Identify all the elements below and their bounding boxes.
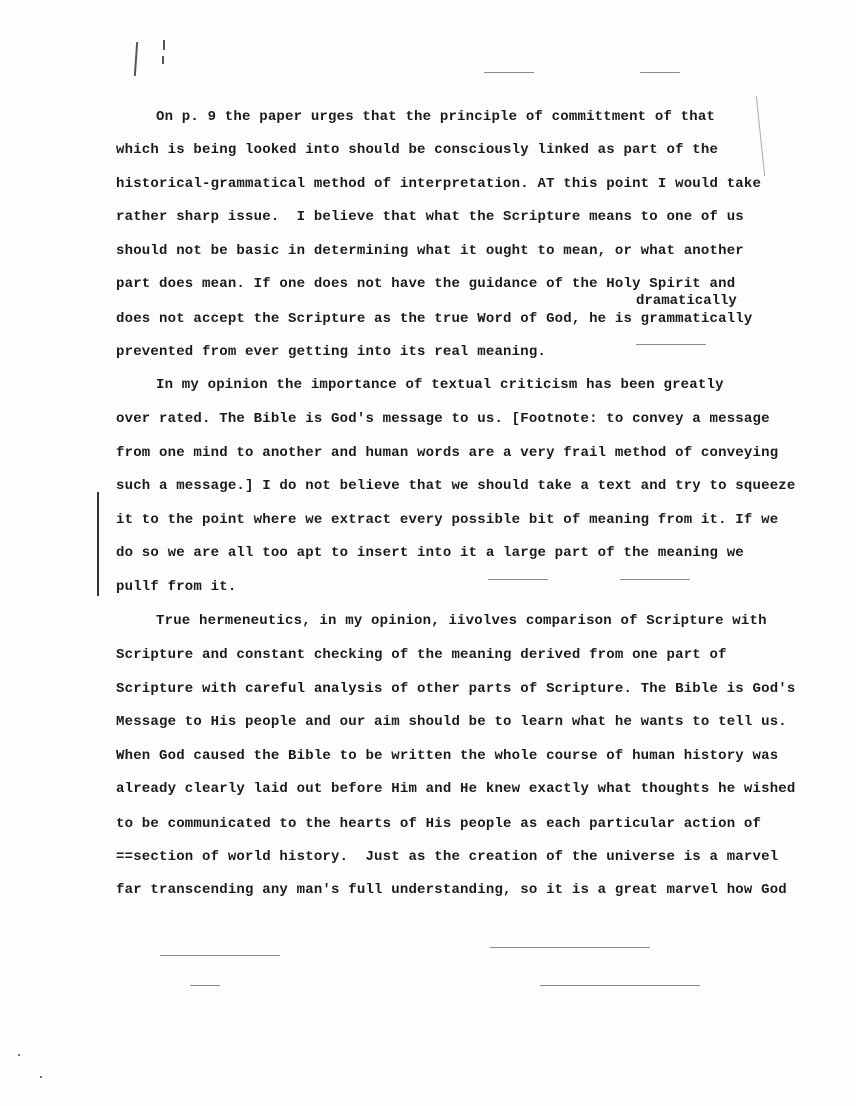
text-line: over rated. The Bible is God's message to us. [Footnote: to convey a message xyxy=(116,411,770,427)
text-line: Scripture with careful analysis of other parts of Scripture. The Bible is God's xyxy=(116,681,796,697)
speck xyxy=(640,72,680,73)
text-line: In my opinion the importance of textual criticism has been greatly xyxy=(156,377,724,393)
text-line: already clearly laid out before Him and He knew exactly what thoughts he wished xyxy=(116,781,796,797)
speck xyxy=(488,579,548,580)
speck xyxy=(18,1054,20,1056)
speck xyxy=(540,985,700,986)
speck xyxy=(490,947,650,948)
pen-mark xyxy=(162,56,164,64)
text-line: When God caused the Bible to be written the whole course of human history was xyxy=(116,748,779,764)
speck xyxy=(40,1076,42,1078)
text-line: far transcending any man's full understanding, so it is a great marvel how God xyxy=(116,882,787,898)
speck xyxy=(620,579,690,580)
text-line: historical-grammatical method of interpretation. AT this point I would take xyxy=(116,176,762,192)
margin-bar xyxy=(97,492,99,596)
text-line: to be communicated to the hearts of His people as each particular action of xyxy=(116,816,762,832)
text-line: it to the point where we extract every possible bit of meaning from it. If we xyxy=(116,512,779,528)
text-line: On p. 9 the paper urges that the principle of committment of that xyxy=(156,109,716,125)
text-line: do so we are all too apt to insert into it a large part of the meaning we xyxy=(116,545,744,561)
text-line: Message to His people and our aim should be to learn what he wants to tell us. xyxy=(116,714,787,730)
speck xyxy=(484,72,534,73)
text-line: from one mind to another and human words are a very frail method of conveying xyxy=(116,445,779,461)
pen-mark xyxy=(134,42,138,76)
speck xyxy=(160,955,280,956)
text-line: should not be basic in determining what it ought to mean, or what another xyxy=(116,243,744,259)
interlinear-correction: dramatically xyxy=(636,293,737,309)
margin-line xyxy=(756,96,765,176)
text-line: Scripture and constant checking of the meaning derived from one part of xyxy=(116,647,727,663)
text-line: which is being looked into should be consciously linked as part of the xyxy=(116,142,719,158)
text-line: prevented from ever getting into its real meaning. xyxy=(116,344,547,360)
speck xyxy=(190,985,220,986)
pen-mark xyxy=(163,40,165,50)
text-line: ==section of world history. Just as the creation of the universe is a marvel xyxy=(116,849,779,865)
speck xyxy=(636,344,706,345)
text-line: such a message.] I do not believe that we should take a text and try to squeeze xyxy=(116,478,796,494)
text-line: True hermeneutics, in my opinion, iivolves comparison of Scripture with xyxy=(156,613,767,629)
text-line: pullf from it. xyxy=(116,579,237,595)
text-line: rather sharp issue. I believe that what the Scripture means to one of us xyxy=(116,209,744,225)
text-line: does not accept the Scripture as the true Word of God, he is grammatically xyxy=(116,311,753,327)
text-line: part does mean. If one does not have the guidance of the Holy Spirit and xyxy=(116,276,736,292)
